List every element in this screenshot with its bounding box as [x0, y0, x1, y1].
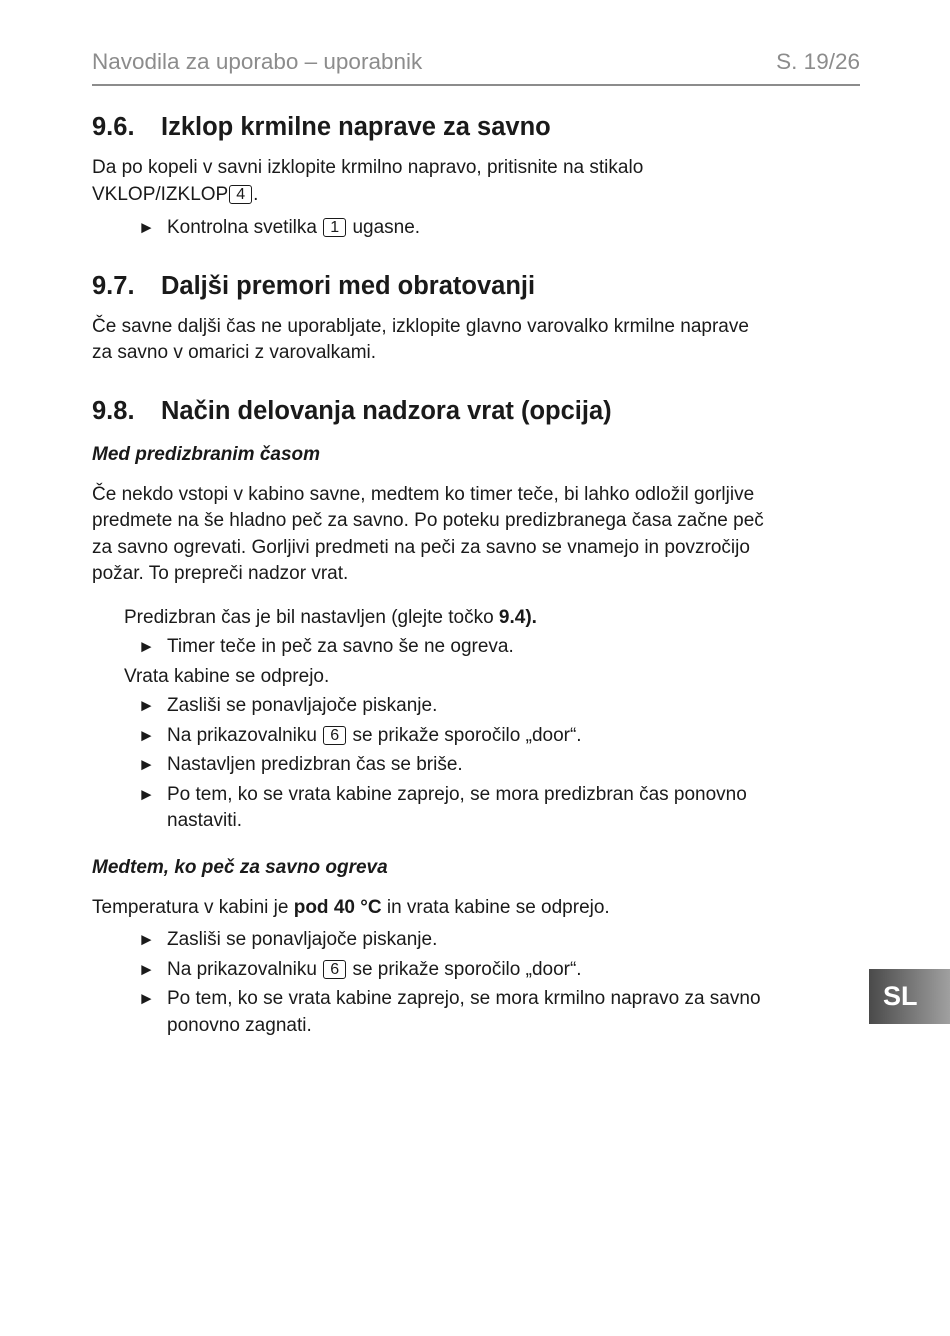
list-item: ► Na prikazovalniku 6 se prikaže sporočilo „door“. [92, 957, 860, 984]
subheading: Med predizbranim časom [92, 443, 321, 465]
paragraph: VKLOP/IZKLOP 4 . [92, 183, 259, 205]
key-reference-box: 4 [229, 185, 252, 204]
key-reference-box: 1 [323, 218, 346, 237]
list-item: ► Zasliši se ponavljajoče piskanje. [92, 693, 860, 720]
paragraph: Da po kopeli v savni izklopite krmilno napravo, pritisnite na stikalo [92, 157, 644, 178]
key-reference-box: 6 [323, 726, 346, 745]
arrow-bullet-icon: ► [138, 930, 155, 949]
subheading: Medtem, ko peč za savno ogreva [92, 856, 388, 878]
paragraph: Če nekdo vstopi v kabino savne, medtem ko timer teče, bi lahko odložil gorljive [92, 483, 755, 505]
list-item: ► Zasliši se ponavljajoče piskanje. [92, 927, 860, 954]
arrow-bullet-icon: ► [138, 989, 155, 1008]
list-item: ► Na prikazovalniku 6 se prikaže sporočilo „door“. [92, 723, 860, 750]
arrow-bullet-icon: ► [138, 696, 155, 715]
paragraph: za savno v omarici z varovalkami. [92, 342, 377, 363]
arrow-bullet-icon: ► [138, 784, 155, 804]
condition: Vrata kabine se odprejo. [124, 665, 330, 687]
document-title: Navodila za uporabo – uporabnik [92, 49, 423, 74]
paragraph: požar. To prepreči nadzor vrat. [92, 563, 349, 584]
arrow-bullet-icon: ► [138, 959, 155, 979]
paragraph: Temperatura v kabini je pod 40 °C in vrata kabine se odprejo. [92, 896, 610, 918]
language-tab: SL [869, 969, 950, 1024]
arrow-bullet-icon: ► [138, 755, 155, 774]
list-item: ► Kontrolna svetilka 1 ugasne. [92, 215, 860, 242]
paragraph: Če savne daljši čas ne uporabljate, izklopite glavno varovalko krmilne naprave [92, 315, 749, 337]
condition: Predizbran čas je bil nastavljen (glejte točko 9.4). [124, 606, 537, 628]
page-header [92, 48, 860, 86]
section-heading-9-7: 9.7. Daljši premori med obratovanji [92, 271, 536, 300]
section-heading-9-8: 9.8. Način delovanja nadzora vrat (opcija) [92, 396, 612, 425]
list-item: ► Po tem, ko se vrata kabine zaprejo, se mora krmilno napravo za savno ponovno zagnati. [138, 988, 761, 1036]
paragraph: za savno ogrevati. Gorljivi predmeti na peči za savno se vnamejo in povzročijo [92, 536, 750, 558]
section-heading-9-6: 9.6. Izklop krmilne naprave za savno [92, 113, 551, 141]
arrow-bullet-icon: ► [138, 218, 155, 237]
page-content [92, 108, 860, 1039]
arrow-bullet-icon: ► [138, 637, 155, 656]
arrow-bullet-icon: ► [138, 725, 155, 745]
list-item: ► Po tem, ko se vrata kabine zaprejo, se mora predizbran čas ponovno nastaviti. [138, 783, 747, 831]
list-item: ► Timer teče in peč za savno še ne ogreva. [92, 634, 860, 661]
list-item: ► Nastavljen predizbran čas se briše. [92, 752, 860, 779]
paragraph: predmete na še hladno peč za savno. Po poteku predizbranega časa začne peč [92, 510, 764, 531]
key-reference-box: 6 [323, 960, 346, 979]
page-number: S. 19/26 [776, 49, 860, 74]
